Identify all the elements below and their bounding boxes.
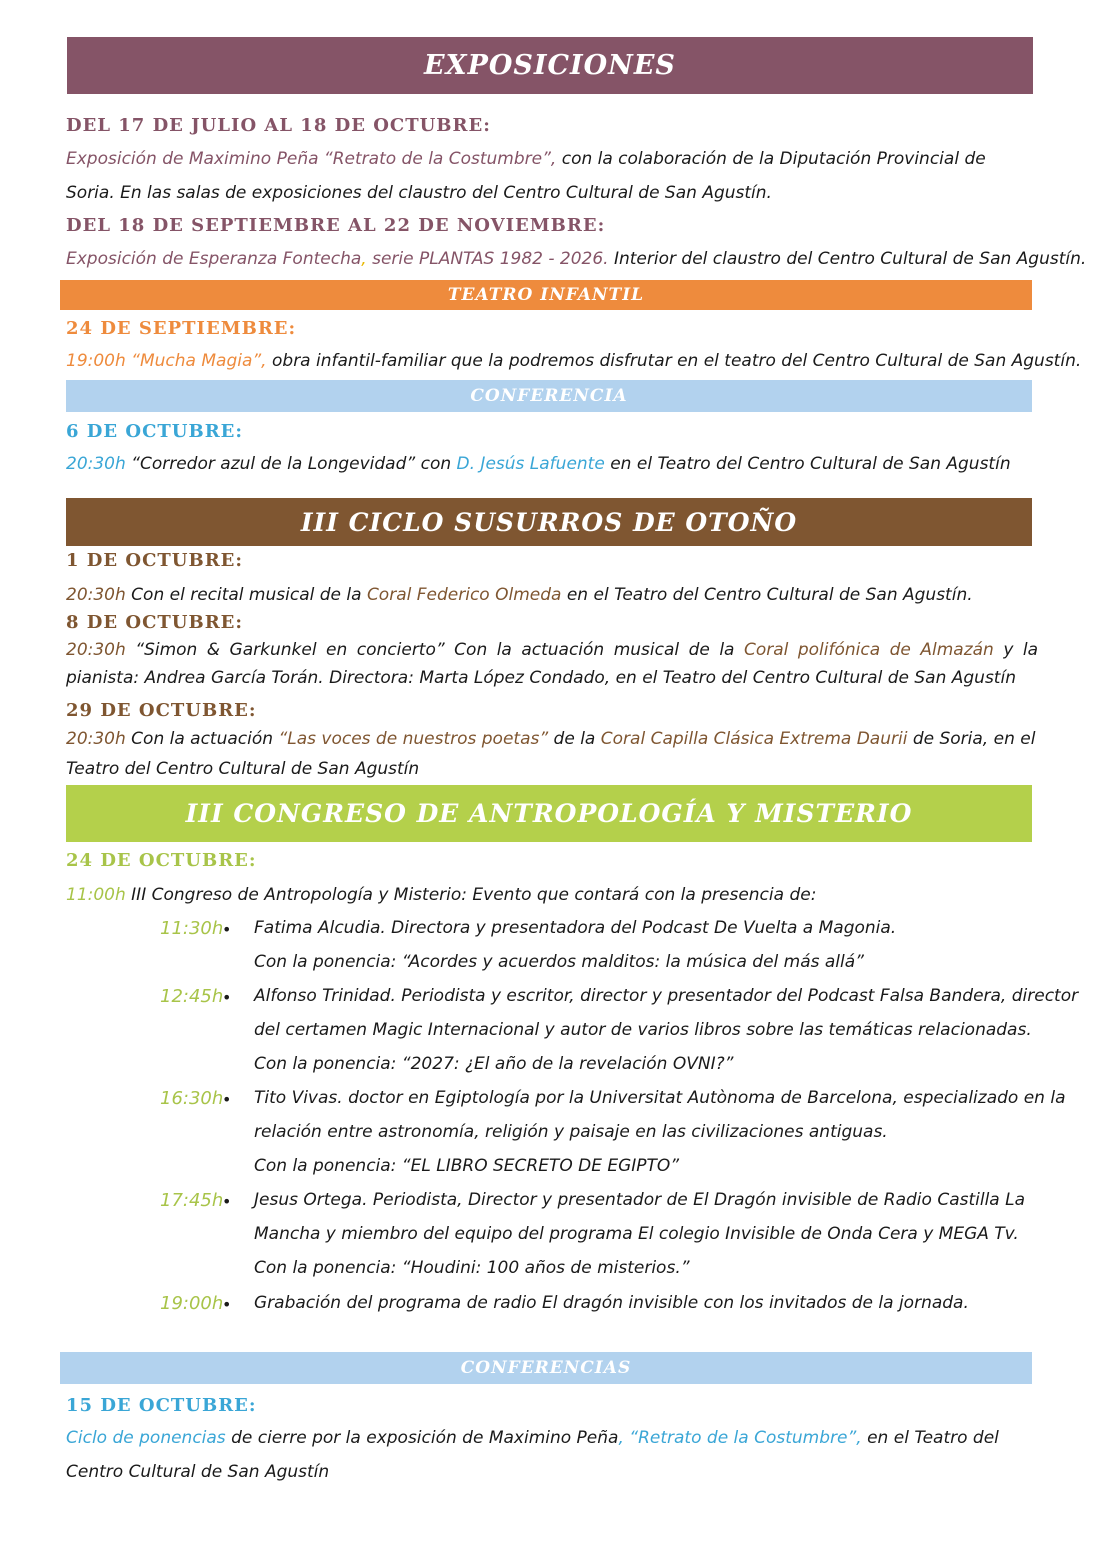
exposicion-1-detail: con la colaboración de la Diputación Provincial de Soria. En las salas de exposiciones del claustro del Centro Cultural de San Agustín. (66, 149, 986, 203)
congreso-item-time: 19:00h (160, 1293, 224, 1314)
bullet-icon: • (222, 1090, 232, 1109)
susurros-1-time: 20:30h (66, 585, 126, 605)
exposiciones-banner (67, 37, 1033, 94)
conferencia-topic: “Corredor azul de la Longevidad” con (125, 454, 457, 474)
congreso-item-time: 11:30h (160, 918, 224, 939)
conferencias-title-ref: “Retrato de la Costumbre”, (623, 1428, 862, 1448)
teatro-text (66, 351, 1081, 371)
teatro-date: 24 DE SEPTIEMBRE: (66, 318, 297, 339)
susurros-3-date: 29 DE OCTUBRE: (66, 700, 257, 721)
susurros-2-choir: Coral polifónica de Almazán (743, 640, 994, 660)
conferencia-place: en el Teatro del Centro Cultural de San Agustín (604, 454, 1011, 474)
congreso-item-line: del certamen Magic Internacional y autor de varios libros sobre las temáticas relacionadas. (254, 1020, 1032, 1040)
teatro-infantil-banner (60, 280, 1032, 310)
congreso-item-time: 16:30h (160, 1088, 224, 1109)
congreso-intro-text: III Congreso de Antropología y Misterio: Evento que contará con la presencia de: (125, 885, 817, 905)
conferencia-title: CONFERENCIA (470, 386, 628, 406)
congreso-intro-time: 11:00h (66, 885, 126, 905)
bullet-icon: • (222, 1192, 232, 1211)
exposicion-2-detail: Interior del claustro del Centro Cultural de San Agustín. (608, 249, 1087, 269)
congreso-title: III CONGRESO DE ANTROPOLOGÍA Y MISTERIO (185, 799, 913, 828)
congreso-item-line: Con la ponencia: “EL LIBRO SECRETO DE EGIPTO” (254, 1156, 680, 1176)
conferencia-banner (66, 380, 1032, 412)
congreso-item-line: Con la ponencia: “Houdini: 100 años de misterios.” (254, 1258, 690, 1278)
susurros-1-date: 1 DE OCTUBRE: (66, 550, 244, 571)
conferencias-banner (60, 1352, 1032, 1384)
congreso-item-time: 17:45h (160, 1190, 224, 1211)
congreso-item-time: 12:45h (160, 986, 224, 1007)
susurros-3-text (66, 724, 1038, 784)
susurros-3-choir: Coral Capilla Clásica Extrema Daurii (600, 729, 908, 749)
congreso-item-line: Alfonso Trinidad. Periodista y escritor, director y presentador del Podcast Falsa Bandera, director (254, 986, 1079, 1006)
conferencias-date: 15 DE OCTUBRE: (66, 1395, 257, 1416)
susurros-1-choir: Coral Federico Olmeda (366, 585, 562, 605)
susurros-2-a: “Simon & Garkunkel en concierto” Con la actuación musical de la (125, 640, 744, 660)
susurros-3-a: Con la actuación (125, 729, 279, 749)
susurros-2-text (66, 636, 1038, 692)
susurros-1-text (66, 585, 973, 605)
conferencias-text (66, 1421, 1038, 1489)
congreso-item-line: Tito Vivas. doctor en Egiptología por la Universitat Autònoma de Barcelona, especializado en la (254, 1088, 1066, 1108)
exposicion-1-text (66, 142, 1038, 210)
susurros-3-b: de la (548, 729, 601, 749)
congreso-intro (66, 885, 816, 905)
conferencia-text (66, 454, 1011, 474)
congreso-item-line: Jesus Ortega. Periodista, Director y presentador de El Dragón invisible de Radio Castilla La (254, 1190, 1026, 1210)
exposicion-2-date: DEL 18 DE SEPTIEMBRE AL 22 DE NOVIEMBRE: (66, 215, 606, 236)
conferencias-title: CONFERENCIAS (460, 1358, 632, 1378)
exposicion-1-date: DEL 17 DE JULIO AL 18 DE OCTUBRE: (66, 115, 491, 136)
conferencia-date: 6 DE OCTUBRE: (66, 421, 244, 442)
conferencias-b: de cierre por la exposición de Maximino Peña (225, 1428, 619, 1448)
conferencia-time: 20:30h (66, 454, 126, 474)
susurros-2-time: 20:30h (66, 640, 126, 660)
conferencias-comma: , (618, 1428, 624, 1448)
exposicion-1-title: Exposición de Maximino Peña “Retrato de la Costumbre”, (66, 149, 557, 169)
exposicion-2-series: serie PLANTAS 1982 - 2026. (366, 249, 609, 269)
susurros-3-c: de Soria, en el Teatro del Centro Cultural de San Agustín (66, 729, 1036, 779)
congreso-item-line: Mancha y miembro del equipo del programa El colegio Invisible de Onda Cera y MEGA Tv. (254, 1224, 1019, 1244)
bullet-icon: • (222, 920, 232, 939)
exposicion-2-title: Exposición de Esperanza Fontecha (66, 249, 362, 269)
bullet-icon: • (222, 1295, 232, 1314)
conferencias-place: en el Teatro del Centro Cultural de San Agustín (66, 1428, 999, 1482)
congreso-item-line: Con la ponencia: “Acordes y acuerdos malditos: la música del más allá” (254, 952, 864, 972)
susurros-2-b: y la pianista: Andrea García Torán. Directora: Marta López Condado, en el Teatro del Centro Cultural de San Agustín (66, 640, 1039, 688)
teatro-detail: obra infantil-familiar que la podremos disfrutar en el teatro del Centro Cultural de San Agustín. (266, 351, 1082, 371)
congreso-item-line: Grabación del programa de radio El dragón invisible con los invitados de la jornada. (254, 1293, 969, 1313)
teatro-title: 19:00h “Mucha Magia”, (66, 351, 267, 371)
susurros-1-a: Con el recital musical de la (125, 585, 367, 605)
susurros-title: III CICLO SUSURROS DE OTOÑO (300, 507, 798, 537)
congreso-item-line: relación entre astronomía, religión y paisaje en las civilizaciones antiguas. (254, 1122, 888, 1142)
bullet-icon: • (222, 988, 232, 1007)
susurros-2-date: 8 DE OCTUBRE: (66, 612, 244, 633)
teatro-infantil-title: TEATRO INFANTIL (447, 285, 645, 305)
exposicion-2-comma: , (361, 249, 367, 269)
susurros-banner (66, 498, 1032, 546)
exposicion-2-text (66, 242, 1087, 276)
congreso-item-line: Con la ponencia: “2027: ¿El año de la revelación OVNI?” (254, 1054, 734, 1074)
conferencia-speaker: D. Jesús Lafuente (456, 454, 605, 474)
congreso-item-line: Fatima Alcudia. Directora y presentadora del Podcast De Vuelta a Magonia. (254, 918, 897, 938)
exposiciones-title: EXPOSICIONES (424, 50, 676, 81)
susurros-3-time: 20:30h (66, 729, 126, 749)
congreso-banner (66, 785, 1032, 842)
conferencias-cycle: Ciclo de ponencias (66, 1428, 226, 1448)
susurros-1-b: en el Teatro del Centro Cultural de San Agustín. (561, 585, 973, 605)
susurros-3-title: “Las voces de nuestros poetas” (278, 729, 549, 749)
congreso-date: 24 DE OCTUBRE: (66, 850, 257, 871)
